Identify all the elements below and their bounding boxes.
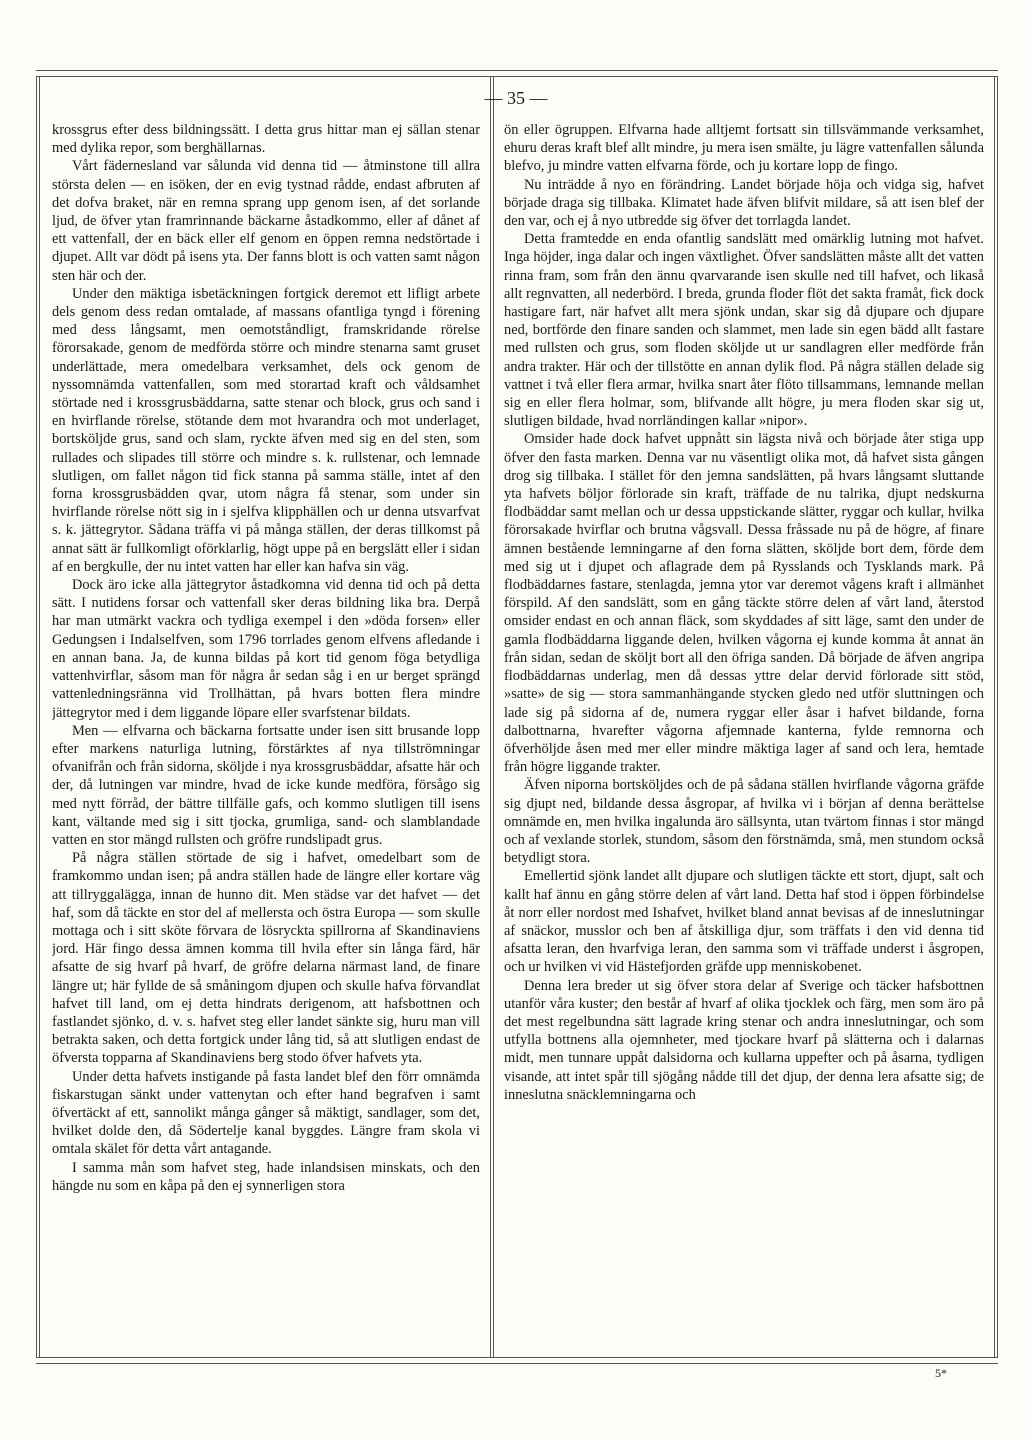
bottom-rule	[36, 1357, 998, 1364]
paragraph: På några ställen störtade de sig i hafvet, omedelbart som de framkommo undan isen; på andra ställen hade de längre eller kortare väg att tillryggalägga, innan de hunno dit. Men städse var det hafvet — det haf, som då täckte en stor del af mellersta och östra Europa — som skulle mottaga och i sitt sköte förvara de lösryckta spillrorna af Skandinaviens jord. Här fingo dessa ämnen komma till hvila efter sin långa färd, här afsatte de sig hvarf på hvarf, de gröfre delarna närmast land, de finare längre ut; här fyllde de så småningom djupen och skulle hafva förvandlat hafvet till land, om ej detta hindrats derigenom, att hafsbottnen och fastlandet sjönko, d. v. s. hafvet steg eller landet sänkte sig, huru man vill betrakta saken, och detta fortgick under lång tid, så att slutligen endast de öfversta topparna af Skandinaviens berg stodo öfver hafvets yta.	[52, 850, 480, 1067]
paragraph: krossgrus efter dess bildningssätt. I detta grus hittar man ej sällan stenar med dylika repor, som berghällarnas.	[52, 122, 480, 157]
paragraph: Under den mäktiga isbetäckningen fortgick deremot ett lifligt arbete dels genom dess redan omtalade, af massans ofantliga tyngd i förening med dess långsamt, men oemotståndligt, framskridande rörelse förorsakade, genom de medförda större och mindre stenarna samt gruset underlättade, mera omedelbara verksamhet, dels ock genom de nyssomnämda vattenfallen, som med storartad kraft och våldsamhet störtade ned i krossgrusbäddarna, satte stenar och block, grus och sand i en hvirflande rörelse, stötande dem mot hvarandra och mot underlaget, bortsköljde grus, sand och slam, ryckte äfven med sig en del sten, som rullades och slipades till större och mindre s. k. rullstenar, och lemnade slutligen, om fallet någon tid fick stanna på samma ställe, intet af den forna krossgrusbädden qvar, utom några få stenar, som under sin hvirflande rörelse nött sig in i sjelfva klipphällen och ur denna utsvarfvat s. k. jättegrytor. Sådana träffa vi på många ställen, der deras tillkomst på annat sätt är fullkomligt oförklarlig, högt uppe på en bergslätt eller i sidan af en bergkulle, der nu intet vatten har eller kan hafva sin väg.	[52, 285, 480, 575]
paragraph: ön eller ögruppen. Elfvarna hade alltjemt fortsatt sin tillsvämmande verksamhet, ehuru deras kraft blef allt mindre, ju mera isen smälte, ju lägre vattenfallen sålunda blefvo, ju mindre vatten elfvarna förde, och ju kortare lopp de fingo.	[504, 122, 984, 175]
paragraph: I samma mån som hafvet steg, hade inlandsisen minskats, och den hängde nu som en kåpa på den ej synnerligen stora	[52, 1159, 480, 1194]
paragraph: Äfven niporna bortsköljdes och de på sådana ställen hvirflande vågorna gräfde sig djupt ned, bildande dessa åsgropar, af hvilka vi i början af denna berättelse omnämde en, men hvilka ingalunda äro sällsynta, utan tvärtom finnas i stor mängd och af vexlande storlek, stundom, såsom den förstnämda, små, men stundom också betydligt stora.	[504, 777, 984, 867]
right-border	[994, 76, 998, 1357]
left-column	[52, 121, 480, 1351]
paragraph: Emellertid sjönk landet allt djupare och slutligen täckte ett stort, djupt, salt och kallt haf ännu en gång större delen af vårt land. Detta haf stod i öppen förbindelse åt norr eller nordost med Ishafvet, hvilket bland annat bevisas af de inneslutningar af snäckor, musslor och ben af åtskilliga djur, som träffats i den vid denna tid afsatta leran, den hvarfviga leran, den samma som vi träffade underst i åsgropen, och ur hvilken vi vid Hästefjorden gräfde upp menniskobenet.	[504, 868, 984, 976]
paragraph: Nu inträdde å nyo en förändring. Landet började höja och vidga sig, hafvet började draga sig tillbaka. Klimatet hade äfven blifvit mildare, så att isen blef der den var, och ej å nyo utbredde sig öfver det torrlagda landet.	[504, 176, 984, 230]
left-border	[36, 76, 40, 1357]
paragraph: Vårt fädernesland var sålunda vid denna tid — åtminstone till allra största delen — en isöken, der en evig tystnad rådde, endast afbruten af det dofva braket, när en remna sprang upp genom isen, af det sorlande ljud, de öfver ytan framrinnande bäckarne åstadkommo, eller af dånet af ett vattenfall, der en bäck eller elf genom en öppen remna nedstörtade i djupet. Allt var dödt på isens yta. Der fanns blott is och vatten samt någon sten här och der.	[52, 158, 480, 284]
column-divider	[490, 76, 494, 1357]
paragraph: Dock äro icke alla jättegrytor åstadkomna vid denna tid och på detta sätt. I nutidens forsar och vattenfall sker deras bildning lika bra. Derpå har man utmärkt vackra och tydliga exempel i den »döda forsen» eller Gedungsen i Indalselfven, som 1796 torrlades genom elfvens afledande i en annan bana. Ja, de kunna bildas på kort tid genom föga betydliga vattenhvirflar, såsom man för några år sedan såg i en ur berget sprängd vattenledningsränna vid Trollhättan, på hvars botten flera mindre jättegrytor med i dem liggande löpare eller svarfstenar bildats.	[52, 577, 480, 721]
paragraph: Men — elfvarna och bäckarna fortsatte under isen sitt brusande lopp efter markens naturliga lutning, förstärktes af nya tillströmningar ofvanifrån och från sidorna, sköljde i nya krossgrusbäddar, afsatte här och der, då lutningen var mindre, hvad de icke kunde medföra, försågo sig med nytt förråd, der bättre tillfälle gafs, och kommo slutligen till isens kant, vältande med sig i sitt tjocka, grumliga, sand- och slamblandade vatten en stor mängd rullsten och gröfre rundslipadt grus.	[52, 722, 480, 848]
paragraph: Denna lera breder ut sig öfver stora delar af Sverige och täcker hafsbottnen utanför våra kuster; den består af hvarf af olika tjocklek och färg, men som äro på det mest regelbundna sätt lagrade kring stenar och andra inneslutningar, och som utfylla bottnens alla ojemnheter, med tjockare hvarf på slätterna och i dalarnas midt, men tunnare uppåt dalsidorna och kullarna uppefter och på åsarna, tydligen visande, att intet spår till sjögång nådde till det djup, der denna lera afsatte sig; de inneslutna snäcklemningarna och	[504, 977, 984, 1103]
page-number: — 35 —	[484, 88, 548, 108]
paragraph: Omsider hade dock hafvet uppnått sin lägsta nivå och började åter stiga upp öfver den fasta marken. Denna var nu väsentligt olika mot, då hafvet sista gången drog sig tillbaka. I stället för den jemna sandslätten, på hvars långsamt sluttande yta hafvets böljor förlorade sin kraft, träffade de nu talrika, djupt nedskurna flodbäddar samt mellan och ur dessa uppstickande slätter, ryggar och kullar, hvilka förorsakade hvirflar och brutna vågsvall. Dessa fråssade nu på de högre, af finare ämnen bestående lemningarne af den forna slätten, sköljde bort dem, förde dem med sig ut i djupet och aflagrade dem på Rysslands och Tysklands mark. På flodbäddarnes fastare, stenlagda, jemna ytor var deremot vågens kraft i allmänhet förspild. Af den sandslätt, som en gång täckte större delen af vårt land, återstod omsider endast en och annan fläck, som skyddades af sitt läge, samt den under de gamla flodbäddarna liggande delen, hvilken vågorna ej kunde komma åt annat än från sidan, sedan de sköljt bort all den öfriga sanden. Då började de äfven angripa flodbäddarnas underlag, men då dessas yttre delar dervid förlorade sitt stöd, »satte» de sig — stora sammanhängande stycken gledo ned utför sluttningen och lade sig på sidorna af de, numera ryggar eller åsar i hafvet bildande, forna dalbottnarna, hvarefter vågorna afjemnade kanterna, fylde remnorna och öfverhöljde åsen med mer eller mindre mäktiga lager af sand och lera, hemtade från högre liggande trakter.	[504, 431, 984, 776]
right-column	[504, 121, 984, 1351]
signature-mark: 5*	[935, 1366, 947, 1380]
top-rule	[36, 70, 998, 77]
paragraph: Under detta hafvets instigande på fasta landet blef den förr omnämda fiskarstugan sänkt under vattenytan och efter hand begrafven i samt öfvertäckt af ett, sannolikt många gånger så mäktigt, sandlager, som det, hvilket dolde den, då Södertelje kanal byggdes. Längre fram skola vi omtala skälet för detta vårt antagande.	[52, 1068, 480, 1158]
paragraph: Detta framtedde en enda ofantlig sandslätt med omärklig lutning mot hafvet. Inga höjder, inga dalar och ingen växtlighet. Öfver sandslätten måste allt det vatten rinna fram, som från den ännu qvarvarande isen skulle ned till hafvet, och likaså allt regnvatten, all nederbörd. I breda, grunda floder flöt det sakta framåt, fick dock hastigare fart, när hafvet allt mera sjönk undan, skar sig då djupare och djupare ned, bortförde den finare sanden och slammet, men lade sin egen bädd allt fastare med rullsten och grus, som floden sköljde ut ur sandlagren eller medförde från andra trakter. Här och der tillstötte en annan dylik flod. På några ställen delade sig vattnet i två eller flera armar, hvilka snart åter flöto tillsammans, lemnande mellan sig en eller flera holmar, som, blifvande allt högre, ju mera floden skar sig ut, slutligen bildade, hvad norrländingen kallar »nipor».	[504, 231, 984, 430]
